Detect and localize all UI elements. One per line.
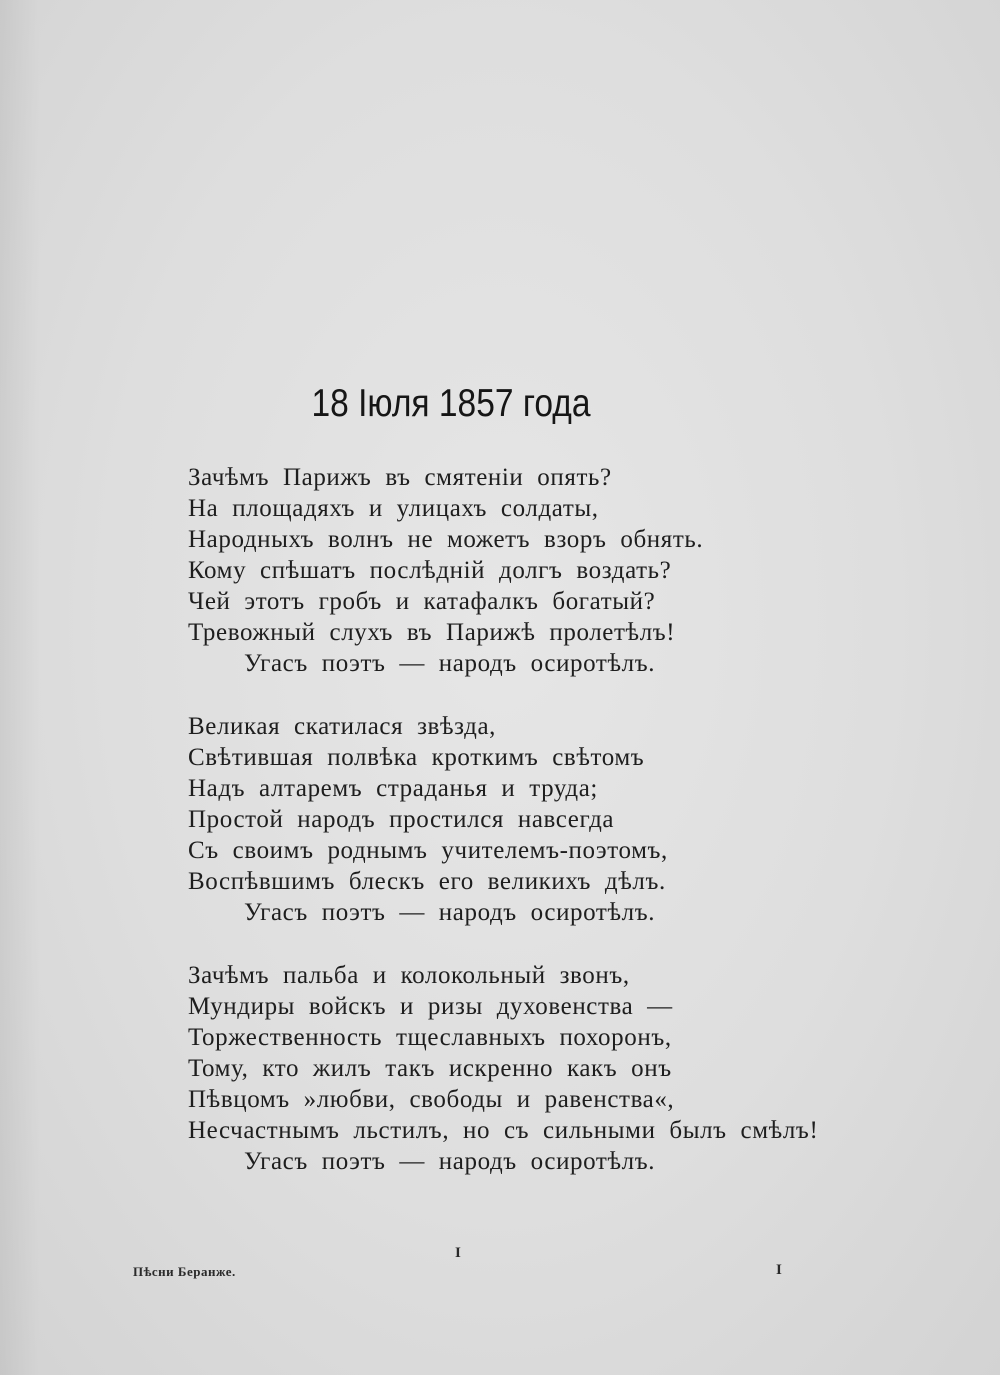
sheet-number: I bbox=[776, 1262, 782, 1278]
verse-line: Торжественность тщеславныхъ похоронъ, bbox=[188, 1024, 672, 1051]
verse-line: Надъ алтаремъ страданья и труда; bbox=[188, 775, 598, 802]
verse-line: Съ своимъ роднымъ учителемъ-поэтомъ, bbox=[188, 837, 668, 864]
verse-line: Кому спѣшатъ послѣдній долгъ воздать? bbox=[188, 557, 672, 584]
verse-line: Воспѣвшимъ блескъ его великихъ дѣлъ. bbox=[188, 868, 666, 895]
book-title-footer: Пѣсни Беранже. bbox=[133, 1264, 236, 1279]
stanza-3 bbox=[188, 960, 908, 1177]
verse-line: Тому, кто жилъ такъ искренно какъ онъ bbox=[188, 1055, 672, 1082]
verse-line: Несчастнымъ льстилъ, но съ сильными былъ смѣлъ! bbox=[188, 1117, 819, 1144]
stanza-2 bbox=[188, 711, 908, 928]
verse-line: Зачѣмъ Парижъ въ смятеніи опять? bbox=[188, 464, 612, 491]
verse-line: Зачѣмъ пальба и колокольный звонъ, bbox=[188, 962, 630, 989]
signature-mark: I bbox=[455, 1245, 461, 1261]
refrain-line: Угасъ поэтъ — народъ осиротѣлъ. bbox=[244, 899, 656, 926]
poem-body bbox=[188, 462, 908, 1209]
verse-line: На площадяхъ и улицахъ солдаты, bbox=[188, 495, 599, 522]
stanza-1 bbox=[188, 462, 908, 679]
verse-line: Простой народъ простился навсегда bbox=[188, 806, 615, 833]
poem-title: 18 Іюля 1857 года bbox=[311, 382, 591, 425]
refrain-line: Угасъ поэтъ — народъ осиротѣлъ. bbox=[244, 650, 656, 677]
verse-line: Великая скатилася звѣзда, bbox=[188, 713, 497, 740]
page-edge-shadow bbox=[0, 0, 40, 1375]
verse-line: Тревожный слухъ въ Парижѣ пролетѣлъ! bbox=[188, 619, 676, 646]
verse-line: Пѣвцомъ »любви, свободы и равенства«, bbox=[188, 1086, 675, 1113]
refrain-line: Угасъ поэтъ — народъ осиротѣлъ. bbox=[244, 1148, 656, 1175]
verse-line: Чей этотъ гробъ и катафалкъ богатый? bbox=[188, 588, 656, 615]
verse-line: Народныхъ волнъ не можетъ взоръ обнять. bbox=[188, 526, 704, 553]
verse-line: Свѣтившая полвѣка кроткимъ свѣтомъ bbox=[188, 744, 645, 771]
verse-line: Мундиры войскъ и ризы духовенства — bbox=[188, 993, 673, 1020]
